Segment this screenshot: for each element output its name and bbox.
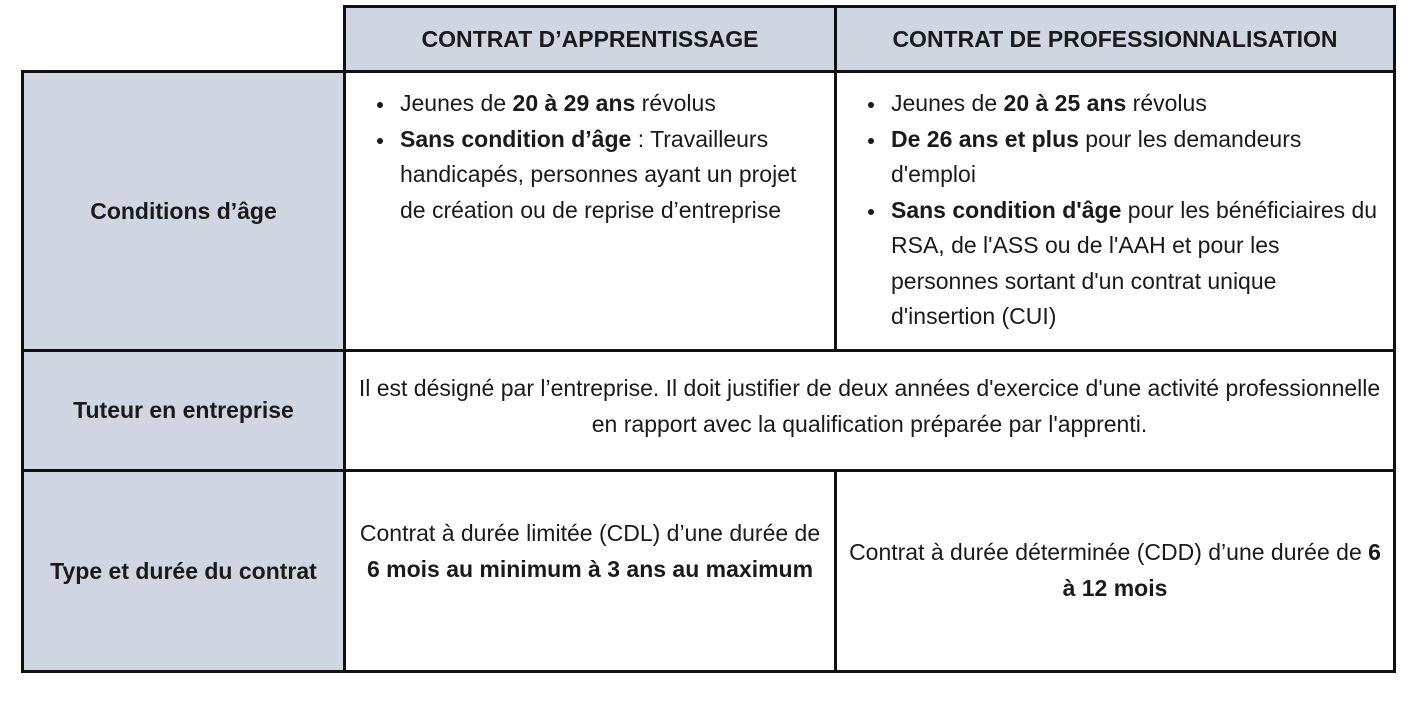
row-label-tuteur: Tuteur en entreprise xyxy=(23,351,345,471)
row-label-conditions-age: Conditions d’âge xyxy=(23,72,345,351)
list-item xyxy=(400,122,826,229)
item-text: révolus xyxy=(635,90,716,116)
item-emphasis: Sans condition d'âge xyxy=(891,196,1122,223)
cell-text: Contrat à durée limitée (CDL) d’une durée de xyxy=(359,520,821,546)
age-apprentissage-list xyxy=(346,73,834,228)
comparison-table xyxy=(21,5,1396,673)
list-item xyxy=(400,86,826,122)
item-text: pour les demandeurs d'emploi xyxy=(891,125,1302,187)
cell-emphasis: 6 à 12 mois xyxy=(1062,539,1381,601)
list-item xyxy=(891,122,1385,193)
item-emphasis: De 26 ans et plus xyxy=(891,125,1079,152)
item-text: révolus xyxy=(1126,90,1207,116)
header-professionnalisation: CONTRAT DE PROFESSIONNALISATION xyxy=(836,7,1395,72)
cell-type-apprentissage xyxy=(345,471,836,672)
row-conditions-age xyxy=(23,72,1395,351)
cell-emphasis: 6 mois au minimum à 3 ans au maximum xyxy=(366,555,814,582)
cell-text: Contrat à durée déterminée (CDD) d’une durée de xyxy=(849,539,1369,565)
row-label-type-duree: Type et durée du contrat xyxy=(23,471,345,672)
item-emphasis: Sans condition d’âge xyxy=(400,125,632,152)
empty-corner-cell xyxy=(23,7,345,72)
item-text: : Travailleurs handicapés, personnes ayant un projet de création ou de reprise d’entreprise xyxy=(400,125,797,223)
row-tuteur-entreprise xyxy=(23,351,1395,471)
item-emphasis: 20 à 29 ans xyxy=(512,90,636,116)
header-apprentissage: CONTRAT D’APPRENTISSAGE xyxy=(345,7,836,72)
item-emphasis: 20 à 25 ans xyxy=(1003,90,1127,116)
cell-age-apprentissage xyxy=(345,72,836,351)
cell-tuteur-text: Il est désigné par l’entreprise. Il doit justifier de deux années d'exercice d'une activité professionnelle en rapport avec la qualification préparée par l'apprenti. xyxy=(345,351,1395,471)
list-item xyxy=(891,86,1385,122)
item-text: Jeunes de xyxy=(891,90,1004,116)
list-item xyxy=(891,193,1385,335)
age-professionnalisation-list xyxy=(837,73,1393,335)
row-type-duree xyxy=(23,471,1395,672)
item-text: pour les bénéficiaires du RSA, de l'ASS ou de l'AAH et pour les personnes sortant d'un contrat unique d'insertion (CUI) xyxy=(891,196,1378,329)
item-text: Jeunes de xyxy=(400,90,513,116)
header-row xyxy=(23,7,1395,72)
cell-age-professionnalisation xyxy=(836,72,1395,351)
cell-type-professionnalisation xyxy=(836,471,1395,672)
